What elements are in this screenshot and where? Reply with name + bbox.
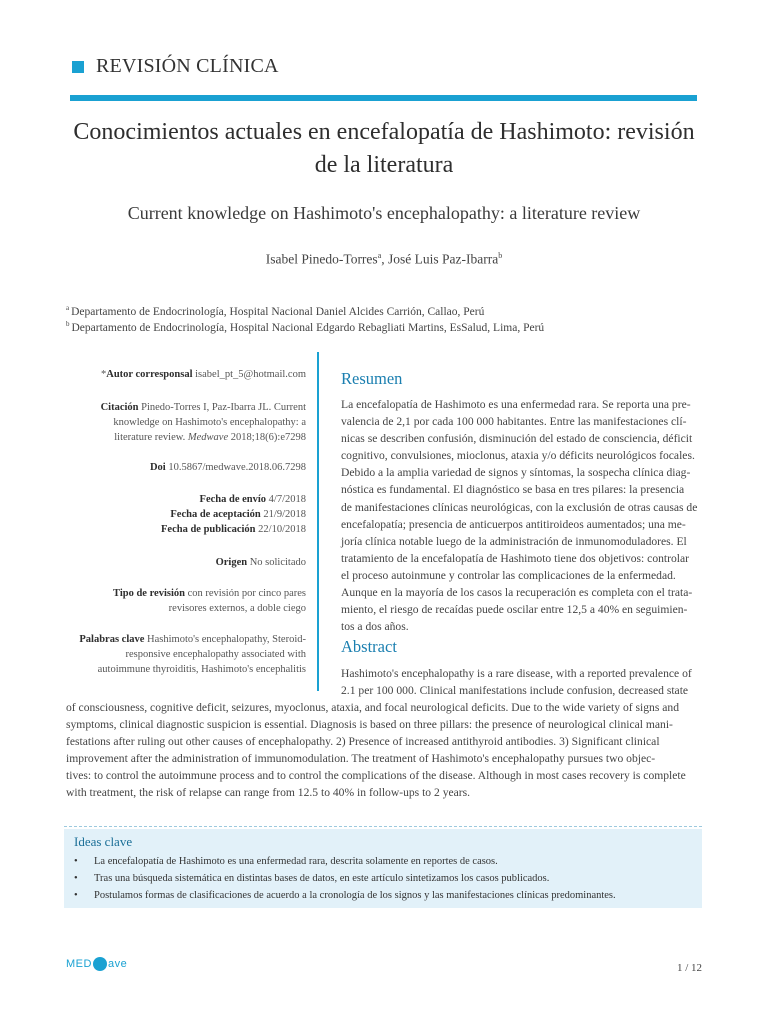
bullet-icon: • [74,890,78,901]
ideas-title: Ideas clave [74,834,133,849]
abstract-line: festations after ruling out other causes of encephalopathy. 2) Presence of increased antithyroid antibodies. 3) Significant clinical [66,735,660,749]
abstract-line: tives: to control the autoimmune process and to control the complications of the disease. Although in most cases recovery is complete [66,769,686,783]
review-line1: con revisión por cinco pares [187,588,306,599]
logo-text-right: ave [107,958,128,970]
corresponding-label: Autor corresponsal [106,369,193,380]
resumen-body [341,396,702,635]
corresponding-email[interactable]: isabel_pt_5@hotmail.com [195,369,306,380]
idea-text: Tras una búsqueda sistemática en distintas bases de datos, en este artículo sintetizamos los casos publicados. [94,873,550,884]
review-line2: revisores externos, a doble ciego [168,603,306,614]
affiliation-b-text: Departamento de Endocrinología, Hospital Nacional Edgardo Rebagliati Martins, EsSalud, Lima, Perú [71,321,545,334]
resumen-line: de manifestaciones clínicas neurológicas, con la exclusión de otras causas de [341,500,698,514]
citation-journal: Medwave [187,432,229,443]
resumen-line: joría clínica notable luego de la administración de inmunomoduladores. El [341,534,687,548]
resumen-line: nicas se describen confusión, disminución del estado de consciencia, déficit [341,432,693,446]
doi [64,460,306,475]
title-es-line1: Conocimientos actuales en encefalopatía de Hashimoto: revisión [73,119,695,145]
keywords [64,632,306,677]
ideas-divider [64,826,702,827]
affiliation-a-sup: a [66,304,70,312]
header-rule [70,95,697,101]
list-item [74,870,694,887]
title-es-line2: de la literatura [314,152,454,178]
idea-text: La encefalopatía de Hashimoto es una enfermedad rara, descrita solamente en reportes de casos. [94,856,498,867]
origin-value: No solicitado [249,557,306,568]
resumen-line: La encefalopatía de Hashimoto es una enfermedad rara. Se reporta una pre- [341,398,691,411]
abstract-line: with treatment, the risk of relapse can range from 12.5 to 40% in follow-ups to 2 years. [66,786,471,800]
author-2-sup: b [498,251,503,260]
author-1-sup: a [377,251,382,260]
resumen-line: Debido a la amplia variedad de signos y síntomas, la sospecha clínica diag- [341,466,691,480]
abstract-line: Hashimoto's encephalopathy is a rare disease, with a reported prevalence of [341,667,692,680]
resumen-line: cognitivo, convulsiones, mioclonus, ataxia y/o déficits neurológicos focales. [341,449,695,463]
logo-text-left: MED [66,958,92,970]
sent-label: Fecha de envío [199,494,267,505]
doi-link[interactable]: 10.5867/medwave.2018.06.7298 [168,462,306,473]
ideas-list [74,853,694,904]
citation-label: Citación [100,402,139,413]
abstract-heading: Abstract [341,637,397,656]
accepted-label: Fecha de aceptación [170,509,261,520]
citation-line3-post: 2018;18(6):e7298 [228,432,306,443]
idea-text: Postulamos formas de clasificaciones de acuerdo a la cronología de los signos y las manifestaciones clínicas predominantes. [94,890,616,901]
origin-label: Origen [215,557,248,568]
citation-line2: knowledge on Hashimoto's encephalopathy: a [113,417,306,428]
keywords-line2: responsive encephalopathy associated with [125,649,306,660]
keywords-label: Palabras clave [79,634,145,645]
origin [64,555,306,570]
review-label: Tipo de revisión [113,588,185,599]
list-item [74,887,694,904]
citation-line3-pre: literature review. [114,432,188,443]
corresponding-prefix: * [101,369,107,380]
article-title-en: Current knowledge on Hashimoto's encephalopathy: a literature review [127,203,641,223]
review-type [64,586,306,616]
abstract-line: of consciousness, cognitive deficit, seizures, myoclonus, ataxia, and focal neurological deficits. Due to the wide variety of signs and [66,701,680,714]
resumen-heading: Resumen [341,369,403,388]
abstract-body-full [66,699,702,802]
article-title-es [60,116,708,182]
doi-label: Doi [149,462,166,473]
abstract-line: improvement after the administration of immunomodulation. The treatment of Hashimoto's encephalopathy pursues two objec- [66,752,656,766]
abstract-line: symptoms, clinical diagnostic suspicion is essential. Diagnosis is based on three pillars: the presence of neurological clinical mani- [66,718,673,732]
medwave-logo [66,957,127,971]
author-separator: , [381,251,388,267]
keywords-line3: autoimmune thyroiditis, Hashimoto's encephalitis [97,664,306,675]
published-date: 22/10/2018 [258,524,306,535]
section-square-icon [72,61,84,73]
resumen-line: tratamiento de la encefalopatía de Hashimoto tiene dos objetivos: controlar [341,551,690,565]
resumen-line: encefalopatía; presencia de anticuerpos antitiroideos aumentados; una me- [341,517,686,531]
authors [60,251,708,268]
section-header [72,55,279,78]
column-divider [317,352,319,691]
keywords-line1: Hashimoto's encephalopathy, Steroid- [147,634,306,645]
author-1: Isabel Pinedo-Torres [265,251,378,267]
affiliation-a-text: Departamento de Endocrinología, Hospital Nacional Daniel Alcides Carrión, Callao, Perú [71,305,485,318]
corresponding-author [64,367,306,382]
resumen-line: Aunque en la mayoría de los casos la recuperación es completa con el trata- [341,586,693,600]
resumen-line: tos a dos años. [341,620,409,634]
dates [64,492,306,537]
sent-date: 4/7/2018 [268,494,306,505]
citation-line1: Pinedo-Torres I, Paz-Ibarra JL. Current [141,402,306,413]
affiliation-b [66,320,544,334]
logo-circle-icon [93,957,107,971]
author-2: José Luis Paz-Ibarra [388,251,499,267]
affiliation-a [66,304,484,318]
bullet-icon: • [74,873,78,884]
resumen-line: el proceso autoinmune y controlar las complicaciones de la enfermedad. [341,568,676,582]
abstract-line: 2.1 per 100 000. Clinical manifestations include confusion, decreased state [341,684,689,698]
section-label: REVISIÓN CLÍNICA [96,55,279,77]
bullet-icon: • [74,856,78,867]
affiliation-b-sup: b [66,320,70,328]
accepted-date: 21/9/2018 [263,509,306,520]
resumen-line: valencia de 2,1 por cada 100 000 habitantes. Entre las manifestaciones clí- [341,415,687,429]
published-label: Fecha de publicación [161,524,256,535]
citation [64,400,306,445]
page-number: 1 / 12 [676,962,702,974]
resumen-line: miento, el riesgo de recaídas puede oscilar entre 12,5 a 40% en seguimien- [341,603,688,617]
list-item [74,853,694,870]
abstract-body-right [341,665,702,699]
resumen-line: nóstica es fundamental. El diagnóstico se basa en tres pilares: la presencia [341,483,685,497]
